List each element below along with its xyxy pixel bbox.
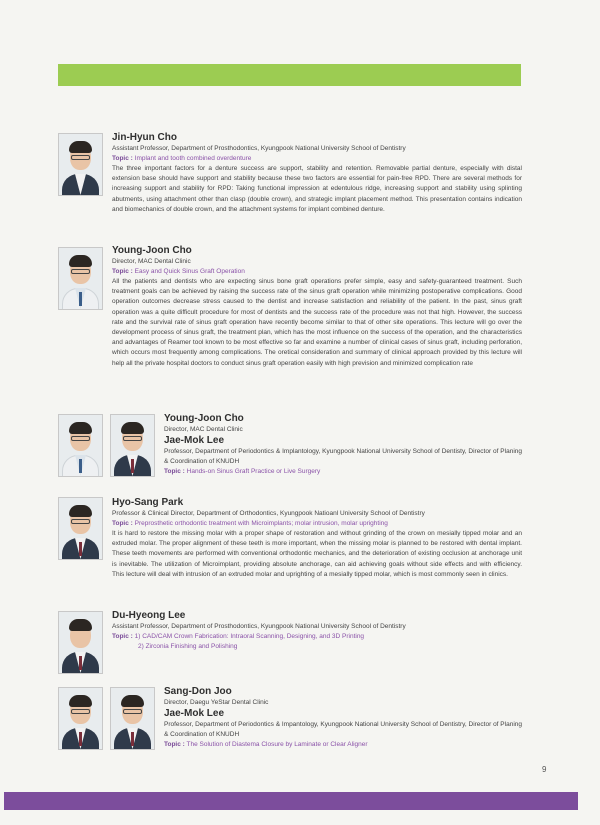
speaker-affiliation: Director, Daegu YeStar Dental Clinic [164, 699, 269, 706]
speaker-block-5 [112, 610, 522, 652]
speaker-topic [112, 519, 522, 529]
topic-label: Topic : [112, 520, 133, 527]
topic-label: Topic : [164, 741, 185, 749]
speaker-photo-du-hyeong-lee [58, 611, 103, 674]
speaker-photo-sang-don-joo [58, 687, 103, 750]
topic-value: Implant and tooth combined overdenture [134, 155, 252, 162]
speaker-name: Jin-Hyun Cho [112, 132, 177, 143]
speaker-name: Jae-Mok Lee [164, 708, 225, 719]
speaker-name: Jae-Mok Lee [164, 435, 225, 446]
speaker-name: Young-Joon Cho [164, 413, 244, 424]
speaker-photo-jae-mok-lee-2 [110, 687, 155, 750]
topic-value: The Solution of Diastema Closure by Laminate or Clear Aligner [186, 741, 368, 749]
speaker-photo-young-joon-cho-2 [58, 414, 103, 477]
topic-value: Hands-on Sinus Graft Practice or Live Surgery [186, 468, 321, 476]
header-green-bar [58, 64, 521, 86]
speaker-affiliation: Director, MAC Dental Clinic [112, 258, 191, 265]
speaker-block-3 [164, 413, 522, 477]
speaker-photo-young-joon-cho [58, 247, 103, 310]
speaker-affiliation: Professor & Clinical Director, Department of Orthodontics, Kyungpook Natioanl University School of Dentistry [112, 510, 425, 517]
speaker-photo-jae-mok-lee [110, 414, 155, 477]
speaker-affiliation: Assistant Professor, Department of Prosthodontics, Kyungpook National University School of Dentistry [112, 623, 406, 630]
topic-value: 1) CAD/CAM Crown Fabrication: Intraoral Scanning, Designing, and 3D Printing [134, 633, 365, 640]
speaker-block-1 [112, 132, 522, 215]
speaker-affiliation: Professor, Department of Periodontics & Impantology, Kyungpook National University School of Dentistry, Director of Planing & Coordination of KNUDH [164, 721, 522, 739]
page-number: 9 [542, 765, 547, 774]
speaker-topic [164, 740, 522, 750]
speaker-photo-jin-hyun-cho [58, 133, 103, 196]
topic-value: Preprosthetic orthodontic treatment with Microimplants; molar intrusion, molar uprighting [134, 520, 388, 527]
speaker-topic [112, 632, 522, 642]
speaker-name: Young-Joon Cho [112, 245, 192, 256]
speaker-abstract: All the patients and dentists who are expecting sinus bone graft operations prefer simple, easy and safety-guaranteed treatment. Such treatment goals can be achieved by raising the success rate of the sinus graft operation while minimizing postoperative complications. Good operation outcomes decrease stress caused to the dentist and increase satisfaction and reliability of the patient. In the past, sinus graft operation was a quite difficult procedure for most of dentists and the success rate of the procedure was not that high. However, the success rate and the survival rate of sinus graft operation have recently become similar to that of other site operations. This lecture will go over the development process of sinus graft, the treatment plan, which has the most influence on the success of the operation, and the characteristics and advantages of Reamer tool known to be most effective so far and examine a number of clinical cases of sinus graft, including perforation, which occurs most frequently among complications. The oretical consideration and summary of clinical approach provided by this lecture will help all the private hospital doctors to conduct sinus graft operation easily with high prevision and minimized complication rate [112, 278, 522, 367]
speaker-topic [164, 467, 522, 477]
topic-label: Topic : [112, 633, 133, 640]
speaker-photo-hyo-sang-park [58, 497, 103, 560]
speaker-block-2 [112, 245, 522, 369]
topic-label: Topic : [112, 268, 133, 275]
speaker-name: Sang-Don Joo [164, 686, 232, 697]
speaker-abstract: The three important factors for a denture success are support, stability and retention. Removable partial denture, especially with distal extension base should have support and stability because these two factors are essential for pain-free RPD. There are several methods for increasing support and stability for RPD: Taking functional impression at edentulous ridge, increasing support and stability using splinting abutments, using attachment other than clasp (double crown), and strategic implant placement method. This presentation contains indication and biomechanics of double crown, and the attachment systems for implant combined denture. [112, 165, 522, 213]
topic-value: Easy and Quick Sinus Graft Operation [134, 268, 245, 275]
speaker-block-6 [164, 686, 522, 750]
topic-value-2: 2) Zirconia Finishing and Polishing [138, 643, 238, 650]
footer-purple-bar [4, 792, 578, 810]
topic-label: Topic : [164, 468, 185, 476]
speaker-name: Hyo-Sang Park [112, 497, 184, 508]
speaker-affiliation: Director, MAC Dental Clinic [164, 426, 243, 433]
speaker-topic [112, 154, 522, 164]
speaker-topic [112, 267, 522, 277]
speaker-block-4 [112, 497, 522, 580]
speaker-name: Du-Hyeong Lee [112, 610, 186, 621]
topic-label: Topic : [112, 155, 133, 162]
speaker-abstract: It is hard to restore the missing molar with a proper shape of restoration and without grinding of the crown on mesially tipped molar and an extruded molar. The proper alignment of these teeth is more important, when the missing molar is planned to be restored with dental implant. These teeth movements are performed with conventional orthodontic mechanics, and the deterioration of existing occlusion at anchorage unit is inevitable. The utilization of Microimplant, providing absolute anchorage, can aid achieving goals without side effects and with efficiency. This lecture will deal with intrusion of an extruded molar and uprighting of a mesially tipped molar, which is most commonly seen in clinics. [112, 530, 522, 578]
speaker-affiliation: Assistant Professor, Department of Prosthodontics, Kyungpook National University School of Dentistry [112, 145, 406, 152]
speaker-affiliation: Professor, Department of Periodontics & Implantology, Kyungpook National University School of Dentisty, Director of Planing & Coordination of KNUDH [164, 448, 522, 466]
